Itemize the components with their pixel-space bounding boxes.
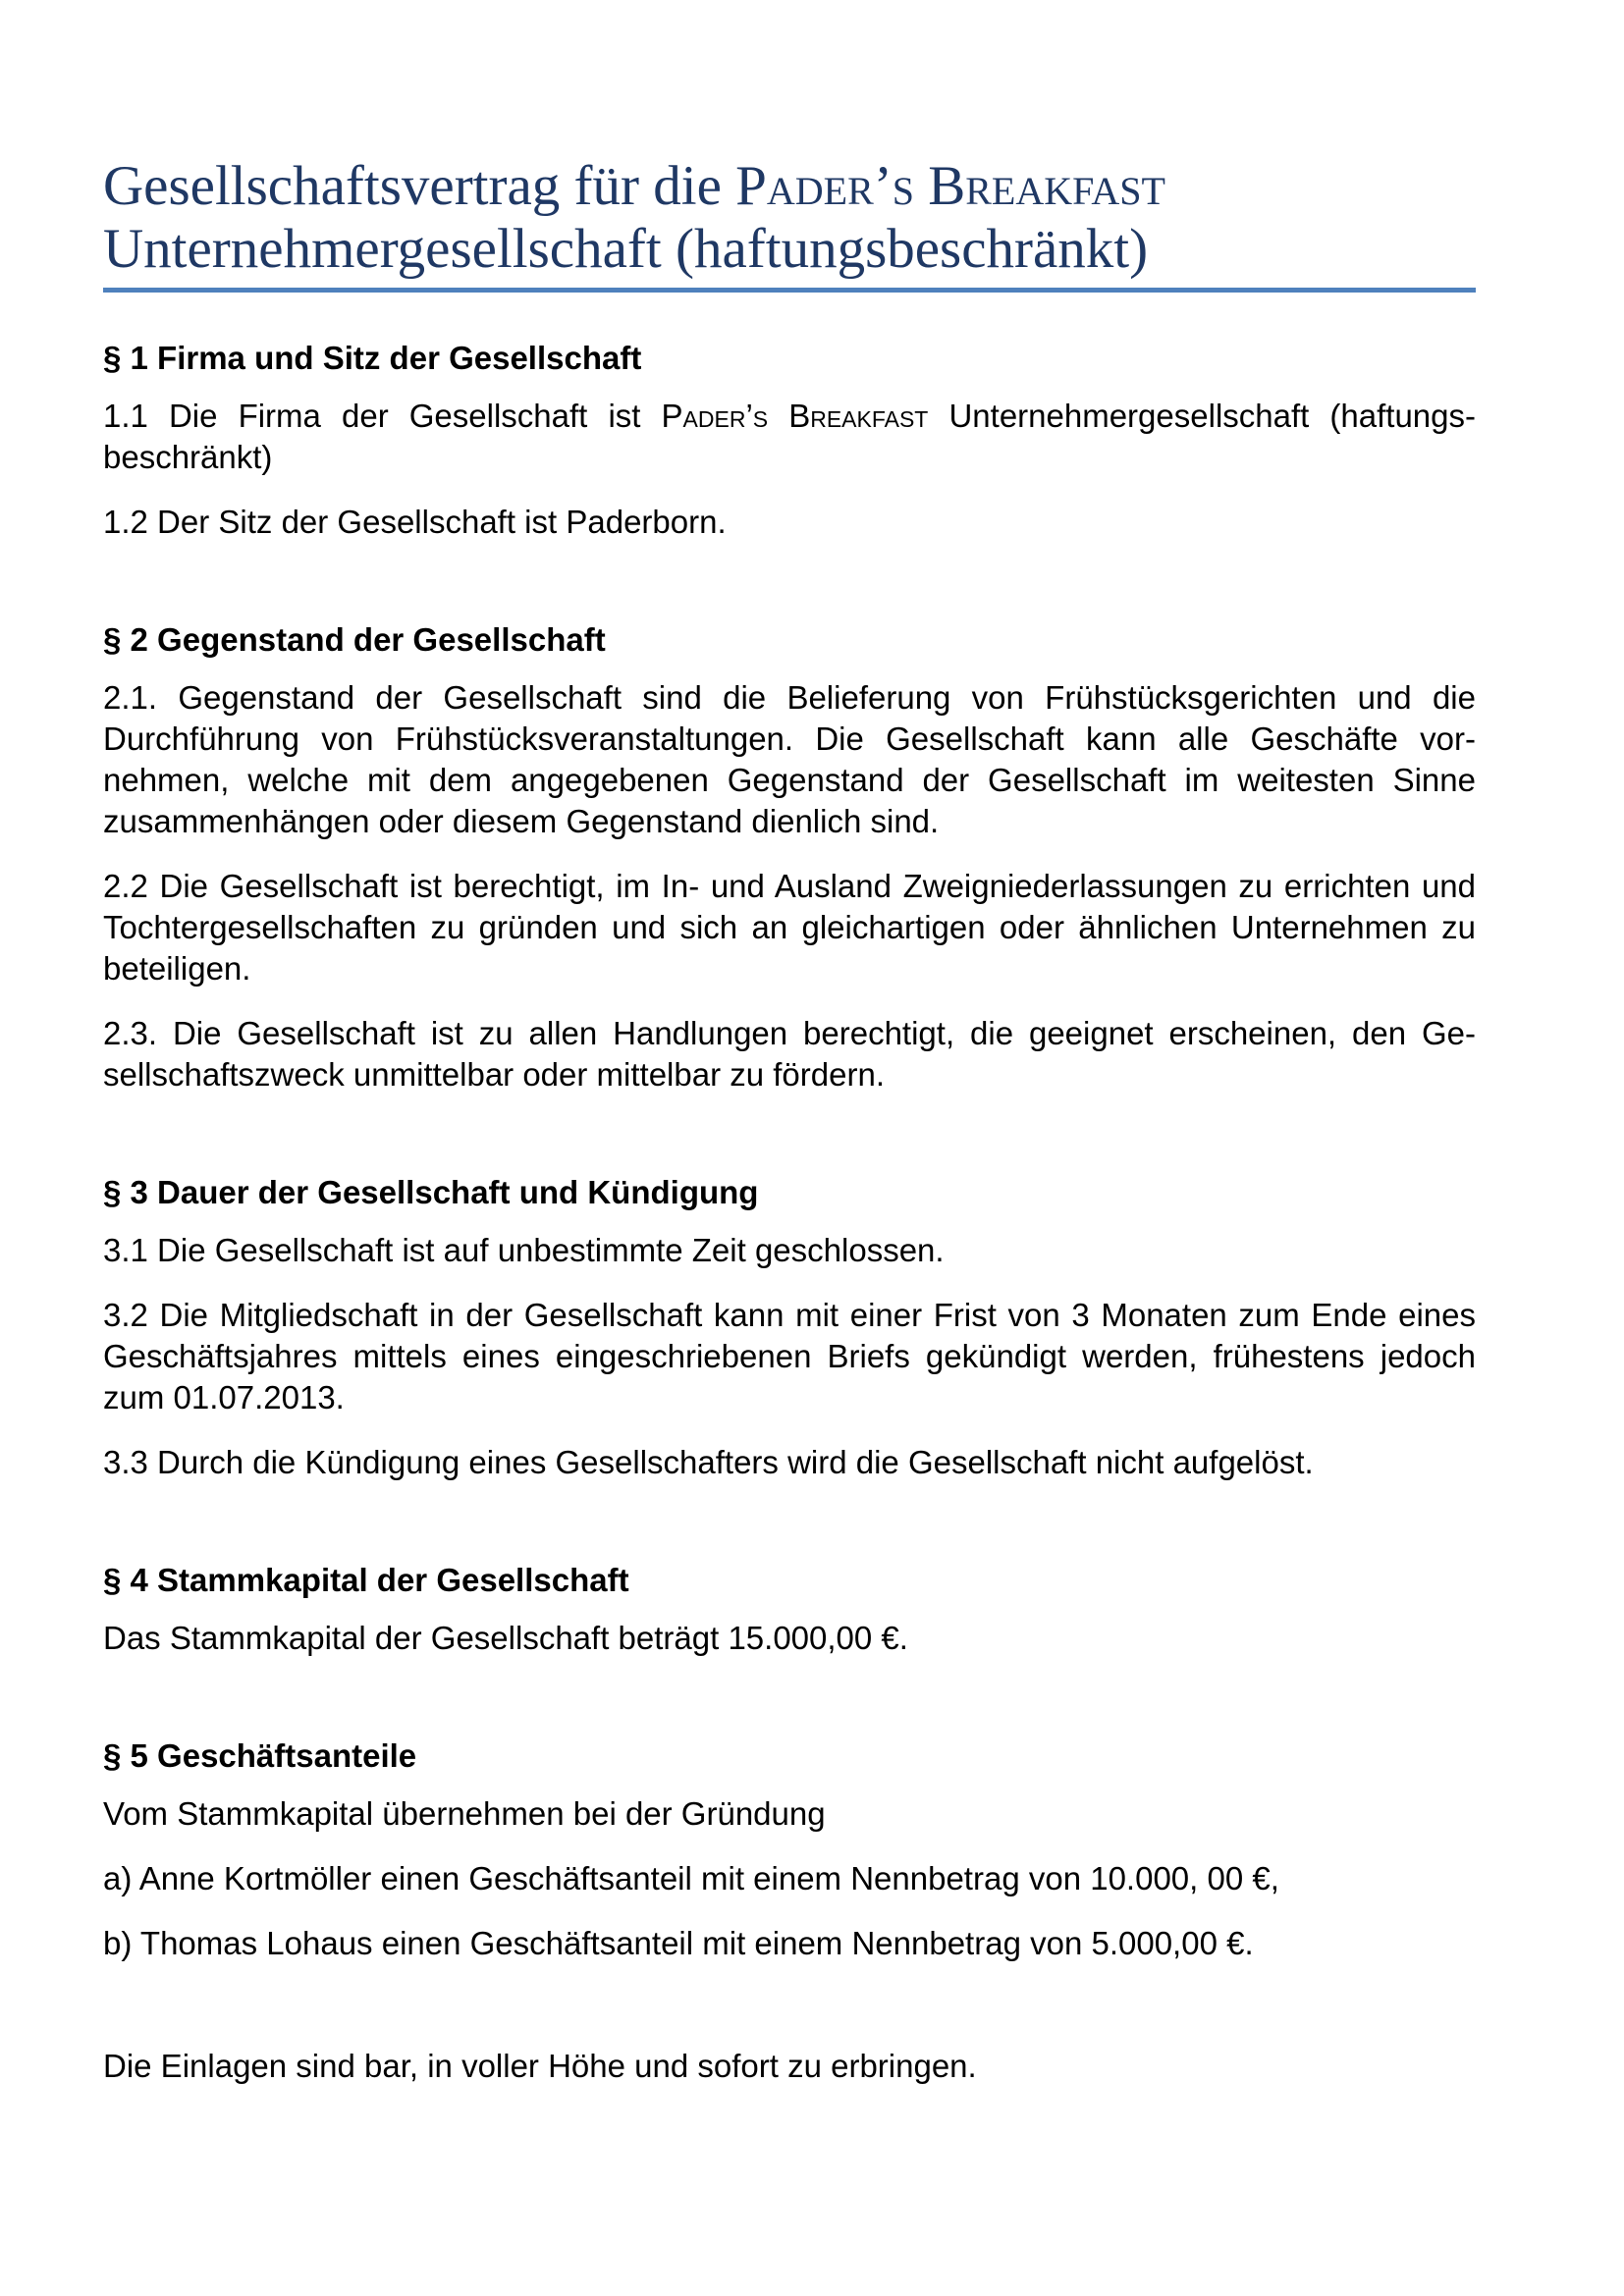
paragraph-1-1-post: Unternehmergesellschaft (haftungsbeschränkt) <box>103 398 1476 475</box>
paragraph-1-1-pre: 1.1 Die Firma der Gesellschaft ist <box>103 398 662 434</box>
paragraph-5-item-a: a) Anne Kortmöller einen Geschäftsanteil mit einem Nennbetrag von 10.000, 00 €, <box>103 1860 1279 1896</box>
section-2-heading: § 2 Gegenstand der Gesellschaft <box>103 621 606 658</box>
paragraph-5-item-b: b) Thomas Lohaus einen Geschäftsanteil mit einem Nennbetrag von 5.000,00 €. <box>103 1925 1254 1961</box>
section-3-heading: § 3 Dauer der Gesellschaft und Kündigung <box>103 1174 759 1210</box>
document-content <box>103 0 1476 2110</box>
paragraph-1-1 <box>103 396 1476 478</box>
title-rule <box>103 288 1476 293</box>
paragraph-2-2: 2.2 Die Gesellschaft ist berechtigt, im In- und Ausland Zweigniederlassungen zu errichten und Tochtergesellschaften zu gründen und sich an gleichartigen oder ähnlichen Unternehmen zu beteiligen. <box>103 868 1476 987</box>
closing-paragraph: Die Einlagen sind bar, in voller Höhe und sofort zu erbringen. <box>103 2048 977 2084</box>
title-text-suffix: Unternehmergesellschaft (haftungsbeschränkt) <box>103 218 1149 280</box>
paragraph-5-intro: Vom Stammkapital übernehmen bei der Gründung <box>103 1795 826 1832</box>
paragraph-1-2: 1.2 Der Sitz der Gesellschaft ist Paderborn. <box>103 504 727 540</box>
title-company-name: Pader’s Breakfast <box>735 155 1165 217</box>
section-5-heading: § 5 Geschäftsanteile <box>103 1737 417 1774</box>
paragraph-3-1: 3.1 Die Gesellschaft ist auf unbestimmte Zeit geschlossen. <box>103 1232 945 1268</box>
document-title <box>103 155 1476 281</box>
title-text-prefix: Gesellschaftsvertrag für die <box>103 155 736 217</box>
paragraph-1-1-company-name: Pader’s Breakfast <box>661 398 929 434</box>
paragraph-3-2: 3.2 Die Mitgliedschaft in der Gesellschaft kann mit einer Frist von 3 Monaten zum Ende eines Geschäftsjahres mittels eines eingeschriebenen Briefs gekündigt werden, frühestens jedoch zum 01.07.2013. <box>103 1297 1476 1415</box>
paragraph-4-1: Das Stammkapital der Gesellschaft beträgt 15.000,00 €. <box>103 1620 908 1656</box>
paragraph-3-3: 3.3 Durch die Kündigung eines Gesellschafters wird die Gesellschaft nicht aufgelöst. <box>103 1444 1314 1480</box>
paragraph-2-1: 2.1. Gegenstand der Gesellschaft sind die Belieferung von Frühstücksgerichten und die Durchführung von Frühstücksveranstaltungen. Die Gesellschaft kann alle Geschäfte vornehmen, welche mit dem angegebenen Gegenstand der Gesellschaft im weitesten Sinne zusammenhängen oder diesem Gegenstand dienlich sind. <box>103 679 1476 839</box>
section-1-heading: § 1 Firma und Sitz der Gesellschaft <box>103 340 642 376</box>
section-4-heading: § 4 Stammkapital der Gesellschaft <box>103 1562 629 1598</box>
paragraph-2-3: 2.3. Die Gesellschaft ist zu allen Handlungen berechtigt, die geeignet erscheinen, den Gesellschaftszweck unmittelbar oder mittelbar zu fördern. <box>103 1015 1476 1093</box>
